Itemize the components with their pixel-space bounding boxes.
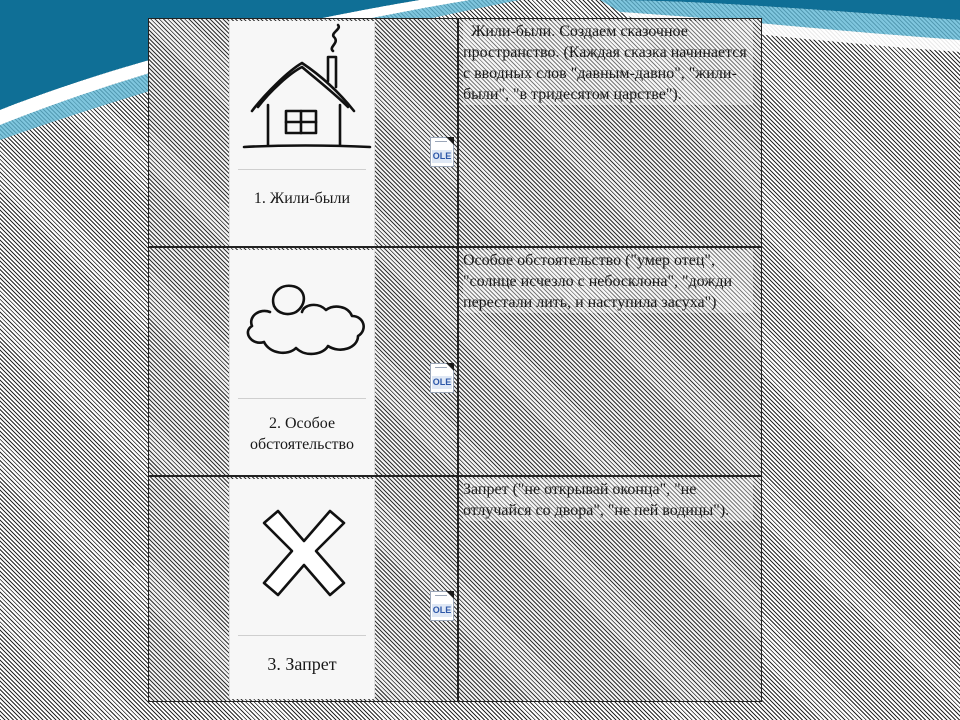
row-caption: 2. Особое обстоятельство [250, 415, 354, 453]
column-divider [457, 477, 459, 701]
row-description: Запрет ("не открывай оконца", "не отлучайся со двора", "не пей водицы"). [463, 479, 753, 521]
caption-divider [238, 635, 366, 636]
cross-icon [230, 479, 376, 629]
table-body [149, 19, 761, 701]
caption-divider [238, 398, 366, 399]
picture-card [229, 250, 375, 475]
sun-behind-cloud-icon [230, 250, 376, 400]
column-divider [457, 19, 459, 246]
caption-divider [238, 169, 366, 170]
table-row [149, 19, 761, 248]
ole-label: OLE [432, 151, 452, 161]
picture-card [229, 21, 375, 246]
ole-object-icon[interactable] [430, 591, 454, 621]
table-row [149, 477, 761, 701]
ole-corner [446, 137, 454, 145]
fairy-tale-table [148, 18, 762, 702]
ole-label: OLE [432, 605, 452, 615]
picture-card [229, 479, 375, 699]
column-divider [457, 248, 459, 475]
ole-corner [446, 363, 454, 371]
row-description: Особое обстоятельство ("умер отец", "солнце исчезло с небосклона", "дожди перестали лить, и наступила засуха") [463, 250, 753, 313]
row-description: Жили-были. Создаем сказочное пространство. (Каждая сказка начинается с вводных слов "давным-давно", "жили-были", "в тридесятом царстве"). [463, 21, 753, 105]
house-icon [230, 21, 376, 171]
ole-object-icon[interactable] [430, 363, 454, 393]
ole-label: OLE [432, 377, 452, 387]
ole-corner [446, 591, 454, 599]
table-row [149, 248, 761, 477]
row-caption: 3. Запрет [267, 654, 337, 674]
row-caption: 1. Жили-были [253, 190, 351, 207]
ole-object-icon[interactable] [430, 137, 454, 167]
